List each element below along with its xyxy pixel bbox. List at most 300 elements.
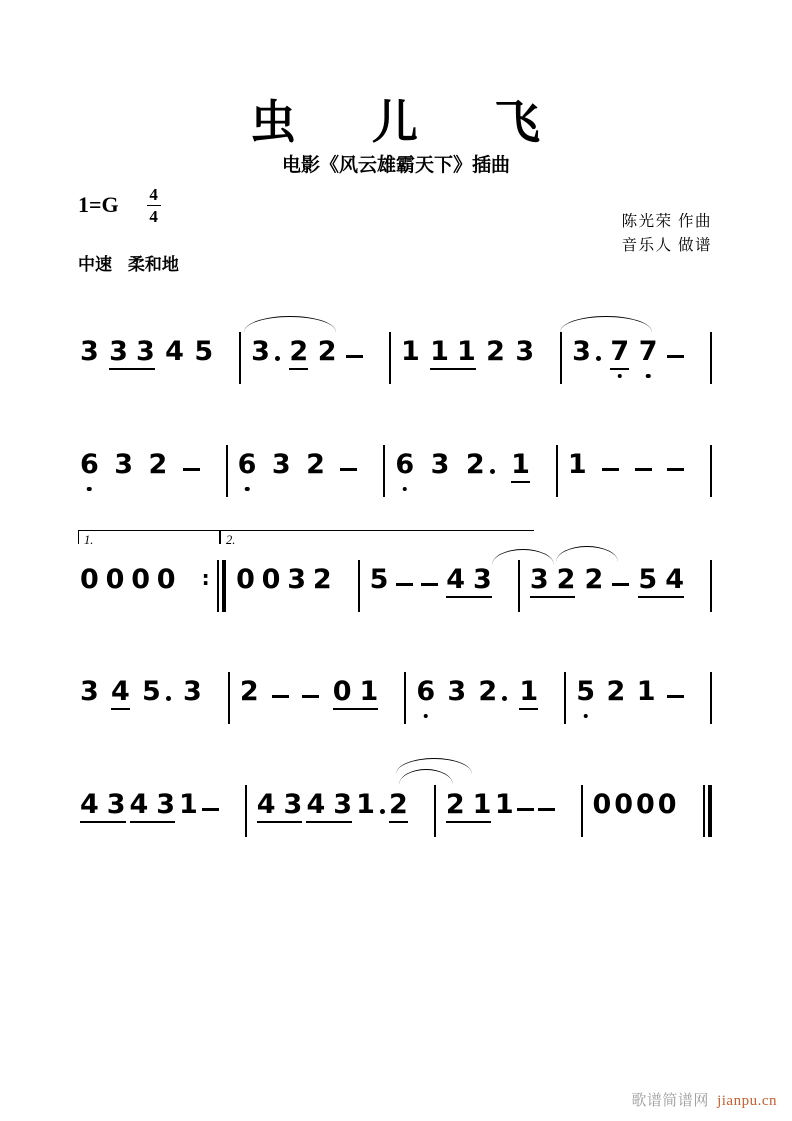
volta-label: 1. xyxy=(84,533,94,547)
note-digits xyxy=(466,451,485,483)
note-digit: 2 xyxy=(584,564,604,595)
dash-continuation xyxy=(517,808,534,812)
note xyxy=(584,566,603,598)
note xyxy=(262,566,281,598)
time-signature-numerator: 4 xyxy=(149,185,158,204)
note xyxy=(401,338,420,370)
note xyxy=(111,678,130,710)
barline xyxy=(710,560,712,612)
note-digits xyxy=(511,451,530,483)
dash-continuation xyxy=(602,468,619,472)
note xyxy=(511,451,530,483)
note xyxy=(576,678,595,710)
low-octave-dot xyxy=(245,487,250,492)
barline xyxy=(710,672,712,724)
measure xyxy=(583,791,703,823)
note-digits xyxy=(572,338,591,370)
note-digits xyxy=(568,451,587,483)
barline xyxy=(556,445,558,497)
note xyxy=(240,678,259,710)
note-digit: 1 xyxy=(359,676,379,707)
barline xyxy=(710,332,712,384)
measure xyxy=(566,678,710,710)
dash-continuation xyxy=(302,695,319,699)
augmentation-dot xyxy=(502,696,507,701)
note-digit: 0 xyxy=(614,789,634,820)
note xyxy=(80,791,126,823)
note xyxy=(165,338,184,370)
low-octave-dot xyxy=(424,714,429,719)
note-digit: 2 xyxy=(445,789,465,820)
note-digit: 1 xyxy=(636,676,656,707)
measure xyxy=(385,451,556,483)
slur-tie-arc xyxy=(244,316,336,332)
note xyxy=(572,338,601,370)
note xyxy=(257,791,303,823)
note xyxy=(313,566,332,598)
note-digit: 3 xyxy=(114,449,134,480)
note-digit: 0 xyxy=(592,789,612,820)
barline xyxy=(404,672,406,724)
note-digits xyxy=(262,566,281,598)
note-digit: 5 xyxy=(576,676,596,707)
note xyxy=(446,791,492,823)
note-digit: 1 xyxy=(456,336,476,367)
note-digits xyxy=(111,678,130,710)
note-digit: 3 xyxy=(529,564,549,595)
note xyxy=(638,566,684,598)
note xyxy=(639,338,658,370)
note-digits xyxy=(80,791,126,823)
barline xyxy=(383,445,385,497)
note xyxy=(114,451,133,483)
note-digit: 2 xyxy=(556,564,576,595)
note-digits xyxy=(130,791,176,823)
note-digits xyxy=(80,451,99,483)
note-digit: 1 xyxy=(179,789,198,820)
note xyxy=(194,338,213,370)
note xyxy=(80,566,99,598)
key-and-time-signature xyxy=(78,186,161,225)
note-digit: 3 xyxy=(80,336,99,367)
note xyxy=(495,791,514,823)
note xyxy=(109,338,155,370)
note-digits xyxy=(106,566,125,598)
note xyxy=(142,678,171,710)
note xyxy=(131,566,150,598)
note-digits xyxy=(306,451,325,483)
note-digit: 4 xyxy=(111,676,130,707)
measure xyxy=(230,678,405,710)
augmentation-dot xyxy=(596,356,601,361)
note xyxy=(610,338,629,370)
note xyxy=(430,338,476,370)
dash-continuation xyxy=(667,695,684,699)
music-line-2 xyxy=(78,439,712,483)
note xyxy=(238,451,257,483)
note-digits xyxy=(430,338,476,370)
measure xyxy=(226,566,358,598)
note xyxy=(179,791,198,823)
note-digit: 0 xyxy=(156,564,176,595)
note-digits xyxy=(142,678,161,710)
note-digit: 1 xyxy=(430,336,449,367)
note-digit: 4 xyxy=(665,564,684,595)
dash-continuation xyxy=(421,583,438,587)
note xyxy=(658,791,677,823)
dash-continuation xyxy=(340,468,357,472)
note xyxy=(236,566,255,598)
dash-continuation xyxy=(396,583,413,587)
measure xyxy=(520,566,710,598)
note-digit: 2 xyxy=(306,449,325,480)
note-digit: 1 xyxy=(494,789,514,820)
barline xyxy=(434,785,436,837)
note xyxy=(568,451,587,483)
note-digit: 1 xyxy=(401,336,420,367)
volta-bracket-2 xyxy=(220,530,534,547)
note-digit: 5 xyxy=(638,564,658,595)
note-digits xyxy=(446,791,492,823)
note xyxy=(530,566,576,598)
repeat-dots: : xyxy=(201,566,210,590)
note-digit: 2 xyxy=(317,336,337,367)
note xyxy=(370,566,389,598)
note-digit: 4 xyxy=(446,564,466,595)
barline-thick xyxy=(708,785,713,837)
note-digit: 5 xyxy=(194,336,214,367)
measure xyxy=(406,678,564,710)
note xyxy=(614,791,633,823)
note xyxy=(431,451,450,483)
note xyxy=(130,791,176,823)
measure xyxy=(78,338,239,370)
barline xyxy=(217,560,219,612)
note xyxy=(389,791,408,823)
low-octave-dot xyxy=(402,487,407,492)
measure xyxy=(391,338,560,370)
note-digits xyxy=(431,451,450,483)
note-digit: 3 xyxy=(333,789,353,820)
note xyxy=(447,678,466,710)
note-digits xyxy=(401,338,420,370)
note-digits xyxy=(157,566,176,598)
note-digit: 3 xyxy=(287,564,307,595)
note-digits xyxy=(114,451,133,483)
note-digit: 2 xyxy=(312,564,332,595)
note-digit: 3 xyxy=(572,336,591,367)
note-digit: 4 xyxy=(256,789,276,820)
credits xyxy=(622,210,712,258)
note-digit: 3 xyxy=(183,676,202,707)
note xyxy=(251,338,280,370)
note xyxy=(486,338,505,370)
measure xyxy=(228,451,384,483)
music-line-4 xyxy=(78,666,712,710)
note xyxy=(637,678,656,710)
note-digits xyxy=(80,566,99,598)
time-signature xyxy=(147,186,161,225)
note-digit: 0 xyxy=(332,676,352,707)
note-digit: 1 xyxy=(519,676,539,707)
note-digits xyxy=(519,678,538,710)
watermark xyxy=(631,1089,777,1110)
song-subtitle: 电影《风云雄霸天下》插曲 xyxy=(281,154,510,176)
note-digit: 2 xyxy=(239,676,259,707)
measure xyxy=(360,566,518,598)
note-digits xyxy=(333,678,379,710)
dash-continuation xyxy=(667,355,684,359)
note-digit: 4 xyxy=(306,789,326,820)
note xyxy=(395,451,414,483)
note-digit: 1 xyxy=(356,789,375,820)
note-digits xyxy=(637,678,656,710)
watermark-site-name: 歌谱简谱网 xyxy=(631,1093,709,1109)
note-digit: 3 xyxy=(515,336,535,367)
note-digit: 2 xyxy=(486,336,505,367)
song-title: 虫 儿 飞 xyxy=(249,95,543,149)
note-digit: 3 xyxy=(447,676,467,707)
low-octave-dot xyxy=(646,374,651,379)
note-digits xyxy=(272,451,291,483)
note-digit: 3 xyxy=(251,336,270,367)
note xyxy=(416,678,435,710)
note-digit: 1 xyxy=(511,449,530,480)
note xyxy=(519,678,538,710)
measure xyxy=(78,566,202,598)
note-digit: 3 xyxy=(135,336,155,367)
measure xyxy=(78,791,245,823)
note xyxy=(306,451,325,483)
measure xyxy=(562,338,710,370)
note-digits xyxy=(389,791,408,823)
dash-continuation xyxy=(538,808,555,812)
music-line-5 xyxy=(78,779,712,823)
note-digit: 4 xyxy=(80,789,99,820)
final-barline xyxy=(703,771,713,823)
slur-tie-arc xyxy=(492,549,554,565)
note-digits xyxy=(356,791,375,823)
note-digit: 4 xyxy=(129,789,149,820)
dash-continuation xyxy=(635,468,652,472)
note-digits xyxy=(395,451,414,483)
note xyxy=(289,338,308,370)
measure xyxy=(78,678,228,710)
note-digit: 5 xyxy=(369,564,389,595)
time-signature-denominator: 4 xyxy=(149,206,158,226)
note-digit: 0 xyxy=(131,564,150,595)
dash-continuation xyxy=(612,583,629,587)
note xyxy=(446,566,492,598)
barline xyxy=(245,785,247,837)
note-digits xyxy=(313,566,332,598)
note-digits xyxy=(495,791,514,823)
note-digits xyxy=(486,338,505,370)
note-digit: 3 xyxy=(80,676,99,707)
note-digits xyxy=(584,566,603,598)
note-digit: 0 xyxy=(105,564,125,595)
note-digits xyxy=(165,338,184,370)
note-digits xyxy=(593,791,612,823)
note xyxy=(148,451,167,483)
note-digits xyxy=(447,678,466,710)
low-octave-dot xyxy=(87,487,92,492)
tempo-marking: 中速 柔和地 xyxy=(78,255,179,275)
transcriber-credit: 音乐人 做谱 xyxy=(621,237,712,254)
measure xyxy=(558,451,710,483)
note-digits xyxy=(416,678,435,710)
note-digit: 3 xyxy=(430,449,450,480)
note-digits xyxy=(80,338,99,370)
note-digit: 0 xyxy=(657,789,677,820)
measure xyxy=(247,791,434,823)
note-digit: 3 xyxy=(271,449,291,480)
barline xyxy=(581,785,583,837)
note xyxy=(183,678,202,710)
note-digits xyxy=(639,338,658,370)
measure xyxy=(241,338,389,370)
barline xyxy=(228,672,230,724)
slur-tie-arc xyxy=(560,316,652,332)
note-digit: 3 xyxy=(283,789,303,820)
note-digits xyxy=(610,338,629,370)
note-digits xyxy=(80,678,99,710)
note-digit: 0 xyxy=(635,789,655,820)
note-digits xyxy=(257,791,303,823)
note xyxy=(306,791,352,823)
note-digits xyxy=(606,678,625,710)
augmentation-dot xyxy=(166,696,171,701)
note xyxy=(80,451,99,483)
barline xyxy=(560,332,562,384)
dash-continuation xyxy=(667,468,684,472)
note xyxy=(606,678,625,710)
note xyxy=(593,791,612,823)
note-digits xyxy=(318,338,337,370)
note xyxy=(333,678,379,710)
note-digit: 2 xyxy=(478,676,498,707)
note xyxy=(80,338,99,370)
note-digits xyxy=(240,678,259,710)
dash-continuation xyxy=(346,355,363,359)
slur-tie-arc xyxy=(556,546,618,562)
note-digit: 7 xyxy=(638,336,658,367)
note-digits xyxy=(148,451,167,483)
note-digits xyxy=(306,791,352,823)
note-digit: 7 xyxy=(610,336,630,367)
note-digits xyxy=(236,566,255,598)
note-digit: 2 xyxy=(289,336,309,367)
low-octave-dot xyxy=(583,714,588,719)
note xyxy=(80,678,99,710)
note xyxy=(515,338,534,370)
note-digit: 3 xyxy=(106,789,126,820)
note-digits xyxy=(530,566,576,598)
note xyxy=(478,678,507,710)
barline xyxy=(564,672,566,724)
note-digits xyxy=(638,566,684,598)
note-digit: 1 xyxy=(567,449,587,480)
dash-continuation xyxy=(183,468,200,472)
barline xyxy=(239,332,241,384)
volta-bracket-1 xyxy=(78,530,220,547)
note-digit: 2 xyxy=(465,449,485,480)
note-digits xyxy=(576,678,595,710)
barline xyxy=(703,785,705,837)
note-digit: 0 xyxy=(80,564,99,595)
barline xyxy=(710,445,712,497)
note-digit: 3 xyxy=(473,564,492,595)
note-digit: 0 xyxy=(236,564,255,595)
note-digits xyxy=(194,338,213,370)
note-digit: 6 xyxy=(416,676,436,707)
augmentation-dot xyxy=(275,356,280,361)
note xyxy=(318,338,337,370)
note-digits xyxy=(131,566,150,598)
note xyxy=(106,566,125,598)
measure xyxy=(436,791,581,823)
note-digit: 3 xyxy=(156,789,176,820)
music-line-1 xyxy=(78,326,712,370)
volta-label: 2. xyxy=(226,533,236,547)
note-digit: 5 xyxy=(142,676,161,707)
dash-continuation xyxy=(202,808,219,812)
note-digits xyxy=(446,566,492,598)
note-digits xyxy=(658,791,677,823)
note-digits xyxy=(183,678,202,710)
watermark-site-url: jianpu.cn xyxy=(717,1093,777,1109)
note-digit: 3 xyxy=(109,336,128,367)
repeat-barline xyxy=(202,546,227,598)
measure xyxy=(78,451,226,483)
note xyxy=(636,791,655,823)
dash-continuation xyxy=(272,695,289,699)
note-digit: 2 xyxy=(389,789,408,820)
note-digit: 2 xyxy=(606,676,626,707)
note xyxy=(466,451,495,483)
note-digit: 1 xyxy=(472,789,492,820)
note-digits xyxy=(636,791,655,823)
note-digits xyxy=(478,678,497,710)
note xyxy=(287,566,306,598)
note-digit: 0 xyxy=(261,564,281,595)
note-digits xyxy=(614,791,633,823)
note-digit: 2 xyxy=(148,449,168,480)
low-octave-dot xyxy=(618,374,623,379)
note xyxy=(356,791,385,823)
augmentation-dot xyxy=(380,809,385,814)
note xyxy=(157,566,176,598)
barline-thick xyxy=(222,560,227,612)
note-digits xyxy=(289,338,308,370)
note-digit: 6 xyxy=(80,449,99,480)
augmentation-dot xyxy=(490,469,495,474)
key-signature: 1=G xyxy=(78,192,119,218)
note xyxy=(272,451,291,483)
note-digits xyxy=(179,791,198,823)
note-digit: 6 xyxy=(395,449,415,480)
note-digits xyxy=(370,566,389,598)
note-digits xyxy=(515,338,534,370)
barline xyxy=(226,445,228,497)
note-digits xyxy=(251,338,270,370)
barline xyxy=(358,560,360,612)
note-digits xyxy=(287,566,306,598)
barline xyxy=(389,332,391,384)
note-digit: 4 xyxy=(165,336,184,367)
barline xyxy=(518,560,520,612)
note-digits xyxy=(238,451,257,483)
